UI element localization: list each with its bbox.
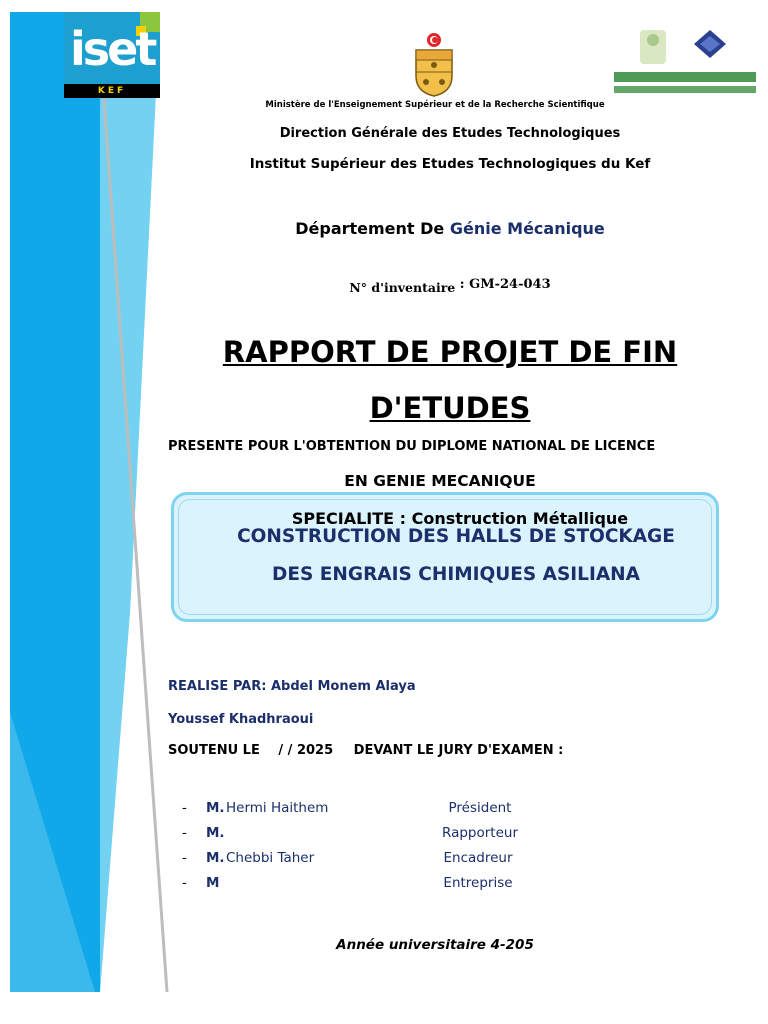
jury-role: Président [448,800,512,816]
gct-logo [612,28,758,98]
jury-dash: - [182,825,187,841]
coat-of-arms-icon [410,32,458,98]
jury-role: Entreprise [443,875,513,891]
project-title-line2: DES ENGRAIS CHIMIQUES ASILIANA [272,564,640,585]
jury-role: Encadreur [443,850,513,866]
inventory-label: N° d'inventaire [349,280,456,295]
jury-name: Hermi Haithem [226,800,329,816]
project-title [180,518,732,594]
iset-kef-logo [64,12,160,98]
logo-text: iset [70,22,155,76]
report-title-line1: RAPPORT DE PROJET DE FIN [222,335,678,369]
author-1: Abdel Monem Alaya [270,679,416,694]
jury-dash: - [182,800,187,816]
jury-prefix: M [206,875,220,891]
field-text: EN GENIE MECANIQUE [344,472,536,490]
academic-year-value: 4-205 [490,937,534,953]
report-title [160,324,740,436]
department-name: Génie Mécanique [449,219,605,238]
author-2: Youssef Khadhraoui [168,712,314,727]
jury-name: Chebbi Taher [226,850,315,866]
institute-text: Institut Supérieur des Etudes Technologiques du Kef [249,156,651,172]
project-title-line1: CONSTRUCTION DES HALLS DE STOCKAGE [237,526,675,547]
ministry-text: Ministère de l'Enseignement Supérieur et de la Recherche Scientifique [265,100,605,110]
defense-line [168,743,563,758]
academic-year-label: Année universitaire [336,937,486,953]
inventory-value: : GM-24-043 [459,277,551,292]
direction-text: Direction Générale des Etudes Technologiques [279,126,621,141]
authors-line [168,679,416,694]
authors-label: REALISE PAR: [168,679,267,694]
defense-label: SOUTENU LE [168,743,260,758]
jury-label: DEVANT LE JURY D'EXAMEN : [353,743,564,758]
speciality-label: SPECIALITE : [291,509,407,528]
jury-prefix: M. [206,850,225,866]
department-label: Département De [295,219,445,238]
department [270,219,630,238]
report-title-line2: D'ETUDES [369,391,531,425]
logo-subtext: KEF [64,84,160,98]
jury-prefix: M. [206,825,225,841]
presented-text: PRESENTE POUR L'OBTENTION DU DIPLOME NATIONAL DE LICENCE [168,439,656,454]
jury-dash: - [182,875,187,891]
defense-date: / / 2025 [278,743,334,758]
jury-dash: - [182,850,187,866]
inventory [300,277,600,296]
jury-role: Rapporteur [441,825,518,841]
academic-year [300,937,570,953]
speciality-value: Construction Métallique [411,509,629,528]
jury-prefix: M. [206,800,225,816]
